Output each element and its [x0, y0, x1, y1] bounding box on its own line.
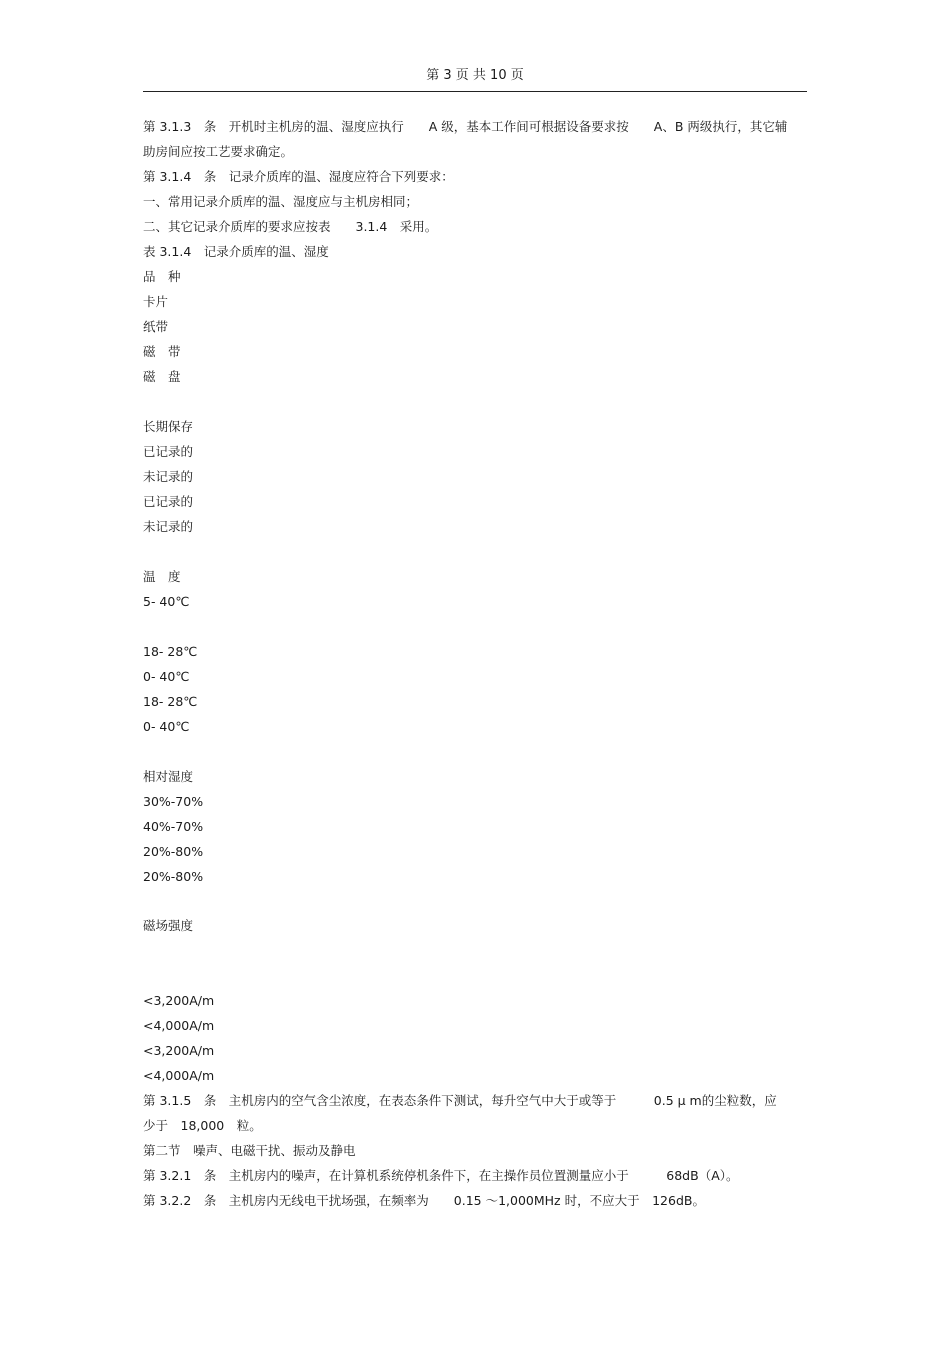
humidity-cell: 40%-70%: [143, 819, 204, 834]
temperature-cell: 0- 40℃: [143, 669, 190, 684]
magnetic-field-cell: <3,200A/m: [143, 993, 215, 1008]
magnetic-field-cell: <3,200A/m: [143, 1043, 215, 1058]
section-heading: 第二节 噪声、电磁干扰、振动及静电: [143, 1143, 356, 1158]
clause-3-1-3-line-2: 助房间应按工艺要求确定。: [143, 144, 294, 159]
clause-3-1-3-line-1: 第 3.1.3 条 开机时主机房的温、湿度应执行 A 级，基本工作间可根据设备要求按 A、B 两级执行，其它辅: [143, 119, 788, 134]
item-two: 二、其它记录介质库的要求应按表 3.1.4 采用。: [143, 219, 438, 234]
humidity-cell: 20%-80%: [143, 844, 204, 859]
humidity-cell: 30%-70%: [143, 794, 204, 809]
storage-cell: 已记录的: [143, 494, 194, 509]
item-one: 一、常用记录介质库的温、湿度应与主机房相同；: [143, 194, 419, 209]
clause-3-2-1: 第 3.2.1 条 主机房内的噪声，在计算机系统停机条件下，在主操作员位置测量应小于 68dB（A）。: [143, 1168, 739, 1183]
storage-cell: 已记录的: [143, 444, 194, 459]
column-header-storage: 长期保存: [143, 419, 194, 434]
temperature-cell: 5- 40℃: [143, 594, 190, 609]
column-header-humidity: 相对湿度: [143, 769, 194, 784]
storage-cell: 未记录的: [143, 519, 194, 534]
magnetic-field-cell: <4,000A/m: [143, 1068, 215, 1083]
column-header-magnetic-field: 磁场强度: [143, 918, 194, 933]
variety-cell: 磁 带: [143, 344, 181, 359]
column-header-variety: 品 种: [143, 269, 181, 284]
variety-cell: 卡片: [143, 294, 169, 309]
temperature-cell: 0- 40℃: [143, 719, 190, 734]
variety-cell: 磁 盘: [143, 369, 181, 384]
table-caption: 表 3.1.4 记录介质库的温、湿度: [143, 244, 329, 259]
clause-3-1-5-line-1: 第 3.1.5 条 主机房内的空气含尘浓度，在表态条件下测试，每升空气中大于或等于 0.5 μ m的尘粒数，应: [143, 1093, 777, 1108]
clause-3-1-4: 第 3.1.4 条 记录介质库的温、湿度应符合下列要求：: [143, 169, 454, 184]
magnetic-field-cell: <4,000A/m: [143, 1018, 215, 1033]
column-header-temperature: 温 度: [143, 569, 181, 584]
temperature-cell: 18- 28℃: [143, 644, 198, 659]
page-header: 第 3 页 共 10 页: [143, 66, 807, 92]
temperature-cell: 18- 28℃: [143, 694, 198, 709]
variety-cell: 纸带: [143, 319, 169, 334]
clause-3-1-5-line-2: 少于 18,000 粒。: [143, 1118, 262, 1133]
clause-3-2-2: 第 3.2.2 条 主机房内无线电干扰场强，在频率为 0.15 ～1,000MHz 时，不应大于 126dB。: [143, 1193, 705, 1208]
storage-cell: 未记录的: [143, 469, 194, 484]
humidity-cell: 20%-80%: [143, 869, 204, 884]
